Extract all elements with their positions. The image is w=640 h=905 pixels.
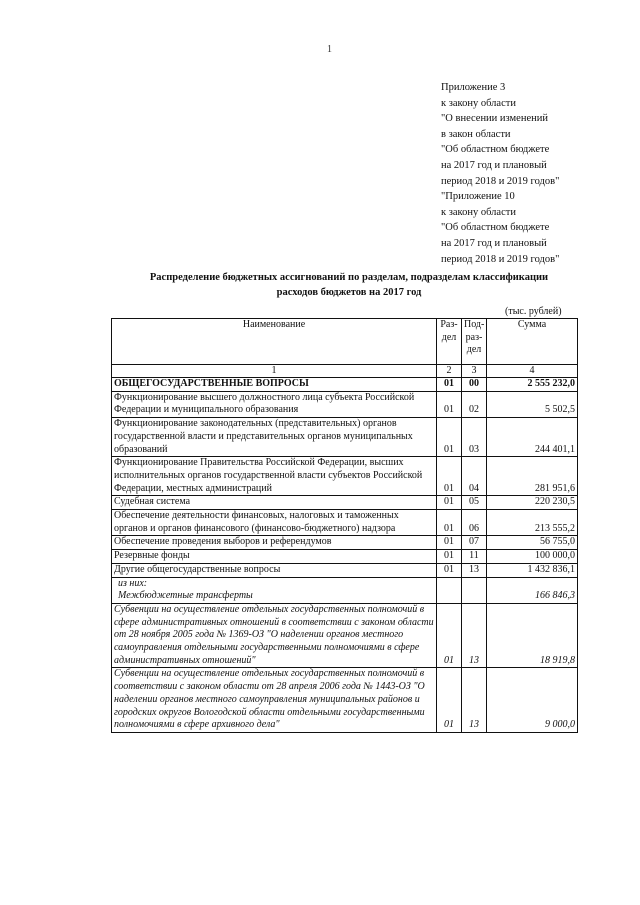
row-section <box>437 577 462 603</box>
row-amount: 18 919,8 <box>487 603 578 668</box>
title-line: расходов бюджетов на 2017 год <box>276 287 422 298</box>
row-section: 01 <box>437 603 462 668</box>
appendix-line: на 2017 год и плановый <box>441 159 547 171</box>
row-section: 01 <box>437 457 462 496</box>
table-row <box>112 563 578 577</box>
appendix-line: к закону области <box>441 206 516 218</box>
row-name: Субвенции на осуществление отдельных государственных полномочий в соответствии с законом области от 28 апреля 2006 года № 1443-ОЗ "О наделении органов местного самоуправления муниципальных районов и городских округов Вологодской области отдельными государственными полномочиями в сфере архивного дела" <box>112 668 437 733</box>
table-row <box>112 536 578 550</box>
row-name: Субвенции на осуществление отдельных государственных полномочий в сфере административных отношений в соответствии с законом области от 28 ноября 2005 года № 1369-ОЗ "О наделении органов местного самоуправления отдельными государственными полномочиями в сфере административных отношений" <box>112 603 437 668</box>
header-amount: Сумма <box>487 319 578 365</box>
row-note: из них: <box>118 577 148 589</box>
column-index: 4 <box>487 365 578 378</box>
column-index: 3 <box>462 365 487 378</box>
title-line: Распределение бюджетных ассигнований по разделам, подразделам классификации <box>149 272 549 283</box>
appendix-line: в закон области <box>441 128 511 140</box>
row-amount: 56 755,0 <box>487 536 578 550</box>
row-amount: 281 951,6 <box>487 457 578 496</box>
row-amount: 5 502,5 <box>487 391 578 417</box>
row-section: 01 <box>437 378 462 392</box>
table-row <box>112 457 578 496</box>
header-subsection-part: раз- <box>465 331 483 343</box>
row-section: 01 <box>437 496 462 510</box>
row-subsection: 07 <box>462 536 487 550</box>
table-row <box>112 418 578 457</box>
header-name: Наименование <box>112 319 437 365</box>
row-amount: 220 230,5 <box>487 496 578 510</box>
table-row <box>112 550 578 564</box>
table-row <box>112 668 578 733</box>
row-subsection: 03 <box>462 418 487 457</box>
header-section-part: дел <box>441 331 457 343</box>
row-amount: 166 846,3 <box>487 577 578 603</box>
header-section <box>437 319 462 365</box>
appendix-line: "Приложение 10 <box>441 191 515 203</box>
column-index-row <box>112 365 578 378</box>
row-subsection: 13 <box>462 603 487 668</box>
row-name: Другие общегосударственные вопросы <box>112 563 437 577</box>
row-name: Функционирование высшего должностного лица субъекта Российской Федерации и муниципального образования <box>112 391 437 417</box>
row-amount: 1 432 836,1 <box>487 563 578 577</box>
header-subsection <box>462 319 487 365</box>
appendix-line: Приложение 3 <box>441 82 506 93</box>
page-number: 1 <box>327 44 332 55</box>
appendix-line: к закону области <box>441 97 516 109</box>
row-name: Судебная система <box>112 496 437 510</box>
table-row <box>112 577 578 603</box>
row-subsection: 00 <box>462 378 487 392</box>
row-subsection: 04 <box>462 457 487 496</box>
document-title <box>104 270 594 300</box>
row-amount: 9 000,0 <box>487 668 578 733</box>
row-amount: 100 000,0 <box>487 550 578 564</box>
row-subsection: 11 <box>462 550 487 564</box>
row-amount: 2 555 232,0 <box>487 378 578 392</box>
row-section: 01 <box>437 668 462 733</box>
table-row <box>112 510 578 536</box>
header-section-part: Раз- <box>440 319 458 330</box>
row-subsection: 02 <box>462 391 487 417</box>
row-subsection <box>462 577 487 603</box>
row-name <box>112 577 437 603</box>
budget-table <box>111 318 578 733</box>
row-section: 01 <box>437 510 462 536</box>
row-subsection: 13 <box>462 668 487 733</box>
row-name: ОБЩЕГОСУДАРСТВЕННЫЕ ВОПРОСЫ <box>112 378 437 392</box>
appendix-line: период 2018 и 2019 годов" <box>441 175 560 187</box>
row-section: 01 <box>437 391 462 417</box>
appendix-line: период 2018 и 2019 годов" <box>441 253 560 265</box>
row-section: 01 <box>437 418 462 457</box>
row-section: 01 <box>437 550 462 564</box>
row-name: Обеспечение деятельности финансовых, налоговых и таможенных органов и органов финансового (финансово-бюджетного) надзора <box>112 510 437 536</box>
row-name: Функционирование законодательных (представительных) органов государственной власти и представительных органов муниципальных образований <box>112 418 437 457</box>
row-section: 01 <box>437 563 462 577</box>
appendix-line: "О внесении изменений <box>441 113 548 125</box>
table-header-row <box>112 319 578 365</box>
row-name: Обеспечение проведения выборов и референдумов <box>112 536 437 550</box>
table-row <box>112 603 578 668</box>
column-index: 2 <box>437 365 462 378</box>
table-row <box>112 378 578 392</box>
row-subsection: 13 <box>462 563 487 577</box>
header-subsection-part: Под- <box>464 319 485 330</box>
row-subsection: 06 <box>462 510 487 536</box>
row-name: Функционирование Правительства Российской Федерации, высших исполнительных органов государственной власти субъектов Российской Федерации, местных администраций <box>112 457 437 496</box>
row-section: 01 <box>437 536 462 550</box>
table-row <box>112 496 578 510</box>
table-row <box>112 391 578 417</box>
row-name: Резервные фонды <box>112 550 437 564</box>
row-name-text: Межбюджетные трансферты <box>118 590 253 602</box>
header-subsection-part: дел <box>466 344 482 356</box>
row-subsection: 05 <box>462 496 487 510</box>
appendix-line: на 2017 год и плановый <box>441 237 547 249</box>
row-amount: 213 555,2 <box>487 510 578 536</box>
appendix-line: "Об областном бюджете <box>441 144 550 156</box>
column-index: 1 <box>112 365 437 378</box>
row-amount: 244 401,1 <box>487 418 578 457</box>
units-label: (тыс. рублей) <box>505 306 562 317</box>
appendix-line: "Об областном бюджете <box>441 222 550 234</box>
appendix-block <box>441 80 631 267</box>
